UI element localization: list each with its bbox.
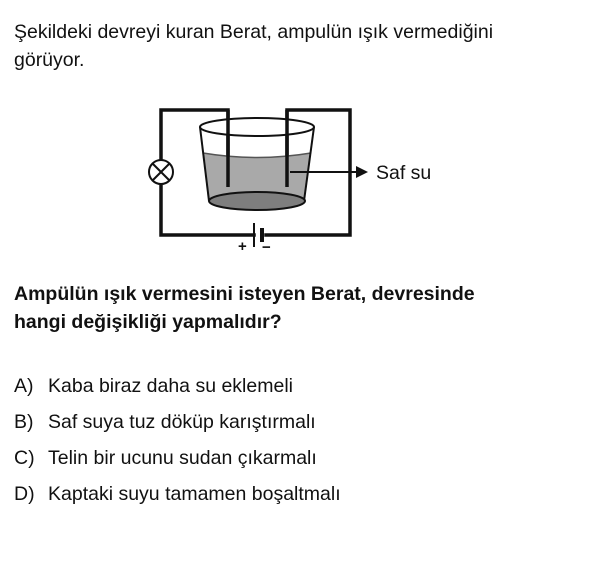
- answer-options: [14, 368, 341, 512]
- option-text: Kaba biraz daha su eklemeli: [48, 375, 293, 397]
- question-line-2: hangi değişikliği yapmalıdır?: [14, 311, 282, 333]
- intro-line-2: görüyor.: [14, 49, 85, 71]
- beaker-icon: [200, 118, 314, 210]
- option-c[interactable]: [14, 440, 341, 476]
- option-letter: C): [14, 447, 35, 469]
- label-saf-su: Saf su: [376, 162, 432, 184]
- option-text: Kaptaki suyu tamamen boşaltmalı: [48, 483, 341, 505]
- option-letter: A): [14, 375, 34, 397]
- lamp-icon: [149, 160, 173, 184]
- question-text: [14, 280, 580, 336]
- option-text: Saf suya tuz döküp karıştırmalı: [48, 411, 316, 433]
- question-line-1: Ampülün ışık vermesini isteyen Berat, devresinde: [14, 283, 475, 305]
- option-d[interactable]: [14, 476, 341, 512]
- option-a[interactable]: [14, 368, 341, 404]
- option-b[interactable]: [14, 404, 341, 440]
- option-text: Telin bir ucunu sudan çıkarmalı: [48, 447, 317, 469]
- intro-line-1: Şekildeki devreyi kuran Berat, ampulün ışık vermediğini: [14, 21, 494, 43]
- battery-plus-label: +: [238, 238, 247, 255]
- battery-minus-label: −: [262, 239, 271, 256]
- option-letter: D): [14, 483, 35, 505]
- option-letter: B): [14, 411, 34, 433]
